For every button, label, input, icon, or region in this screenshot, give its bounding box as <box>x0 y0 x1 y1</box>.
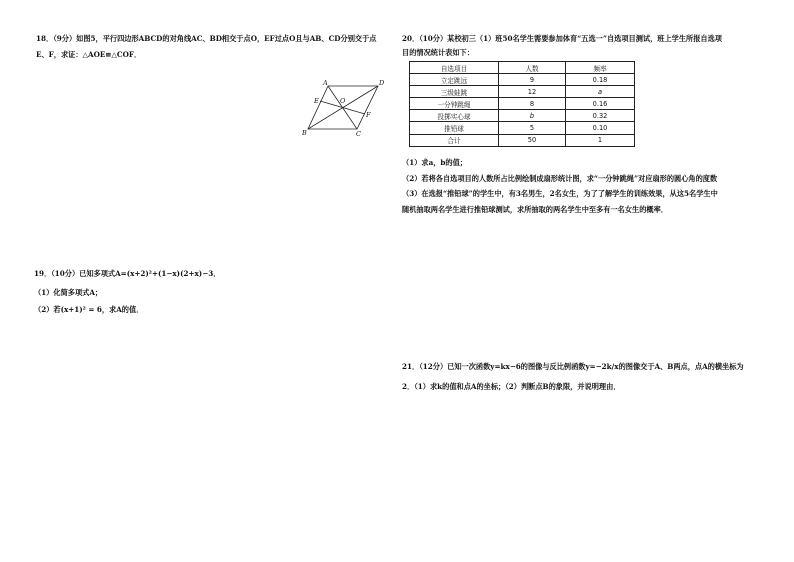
table-header-row <box>410 62 635 74</box>
table-cell: 50 <box>499 134 566 146</box>
table-cell: 投掷实心球 <box>410 110 499 122</box>
table-header-cell: 人数 <box>499 62 566 74</box>
table-cell: 立定跳远 <box>410 74 499 86</box>
table-cell: b <box>499 110 566 122</box>
table-row <box>410 134 635 146</box>
q18-stem-line1: 18．（9分）如图5，平行四边形ABCD的对角线AC、BD相交于点O，EF过点O且与AB、CD分别交于点 <box>36 34 377 43</box>
table-cell: 9 <box>499 74 566 86</box>
label-o: O <box>340 97 346 105</box>
table-header-cell: 自选项目 <box>410 62 499 74</box>
q21-stem-line2: 2．（1）求k的值和点A的坐标；（2）判断点B的象限，并说明理由． <box>402 382 621 391</box>
q20-part1: （1）求a，b的值； <box>402 158 467 167</box>
label-d: D <box>379 79 385 87</box>
label-e: E <box>314 97 319 105</box>
q20-part3-line2: 随机抽取两名学生进行推铅球测试，求所抽取的两名学生中至多有一名女生的概率． <box>402 205 668 214</box>
table-header-cell: 频率 <box>566 62 635 74</box>
q19-part2: （2）若(x+1)² = 6，求A的值． <box>34 305 144 314</box>
table-cell: 12 <box>499 86 566 98</box>
label-a: A <box>323 79 328 87</box>
table-cell: 0.16 <box>566 98 635 110</box>
table-cell: 0.32 <box>566 110 635 122</box>
table-cell: 0.10 <box>566 122 635 134</box>
table-cell: 0.18 <box>566 74 635 86</box>
table-cell: 8 <box>499 98 566 110</box>
table-row <box>410 110 635 122</box>
label-c: C <box>356 130 361 138</box>
table-cell: 三级蛙跳 <box>410 86 499 98</box>
table-row <box>410 122 635 134</box>
table-cell: 5 <box>499 122 566 134</box>
table-cell: 合计 <box>410 134 499 146</box>
label-b: B <box>302 129 307 137</box>
table-cell: 一分钟跳绳 <box>410 98 499 110</box>
table-row <box>410 74 635 86</box>
q20-stem-line2: 目的情况统计表如下： <box>402 48 474 57</box>
label-f: F <box>366 111 371 119</box>
table-cell: 1 <box>566 134 635 146</box>
parallelogram-figure <box>300 76 390 138</box>
q20-stem-line1: 20．（10分）某校初三（1）班50名学生需要参加体育“五选一”自选项目测试，班上学生所报自选项 <box>402 34 722 43</box>
q20-statistics-table <box>409 61 635 147</box>
q20-part3-line1: （3）在选报“推铅球”的学生中，有3名男生，2名女生，为了了解学生的训练效果，从这5名学生中 <box>402 189 718 198</box>
q18-stem-line2: E、F，求证：△AOE≌△COF． <box>36 50 142 59</box>
table-row <box>410 98 635 110</box>
table-cell: a <box>566 86 635 98</box>
q20-part2: （2）若将各自选项目的人数所占比例绘制成扇形统计图，求“一分钟跳绳”对应扇形的圆心角的度数 <box>402 174 718 183</box>
q19-stem: 19．（10分）已知多项式A=(x+2)²+(1−x)(2+x)−3． <box>34 269 221 278</box>
q21-stem-line1: 21．（12分）已知一次函数y=kx−6的图像与反比例函数y=−2k/x的图像交于A、B两点，点A的横坐标为 <box>402 362 744 371</box>
q19-part1: （1）化简多项式A； <box>34 288 103 297</box>
table-row <box>410 86 635 98</box>
table-cell: 推铅球 <box>410 122 499 134</box>
